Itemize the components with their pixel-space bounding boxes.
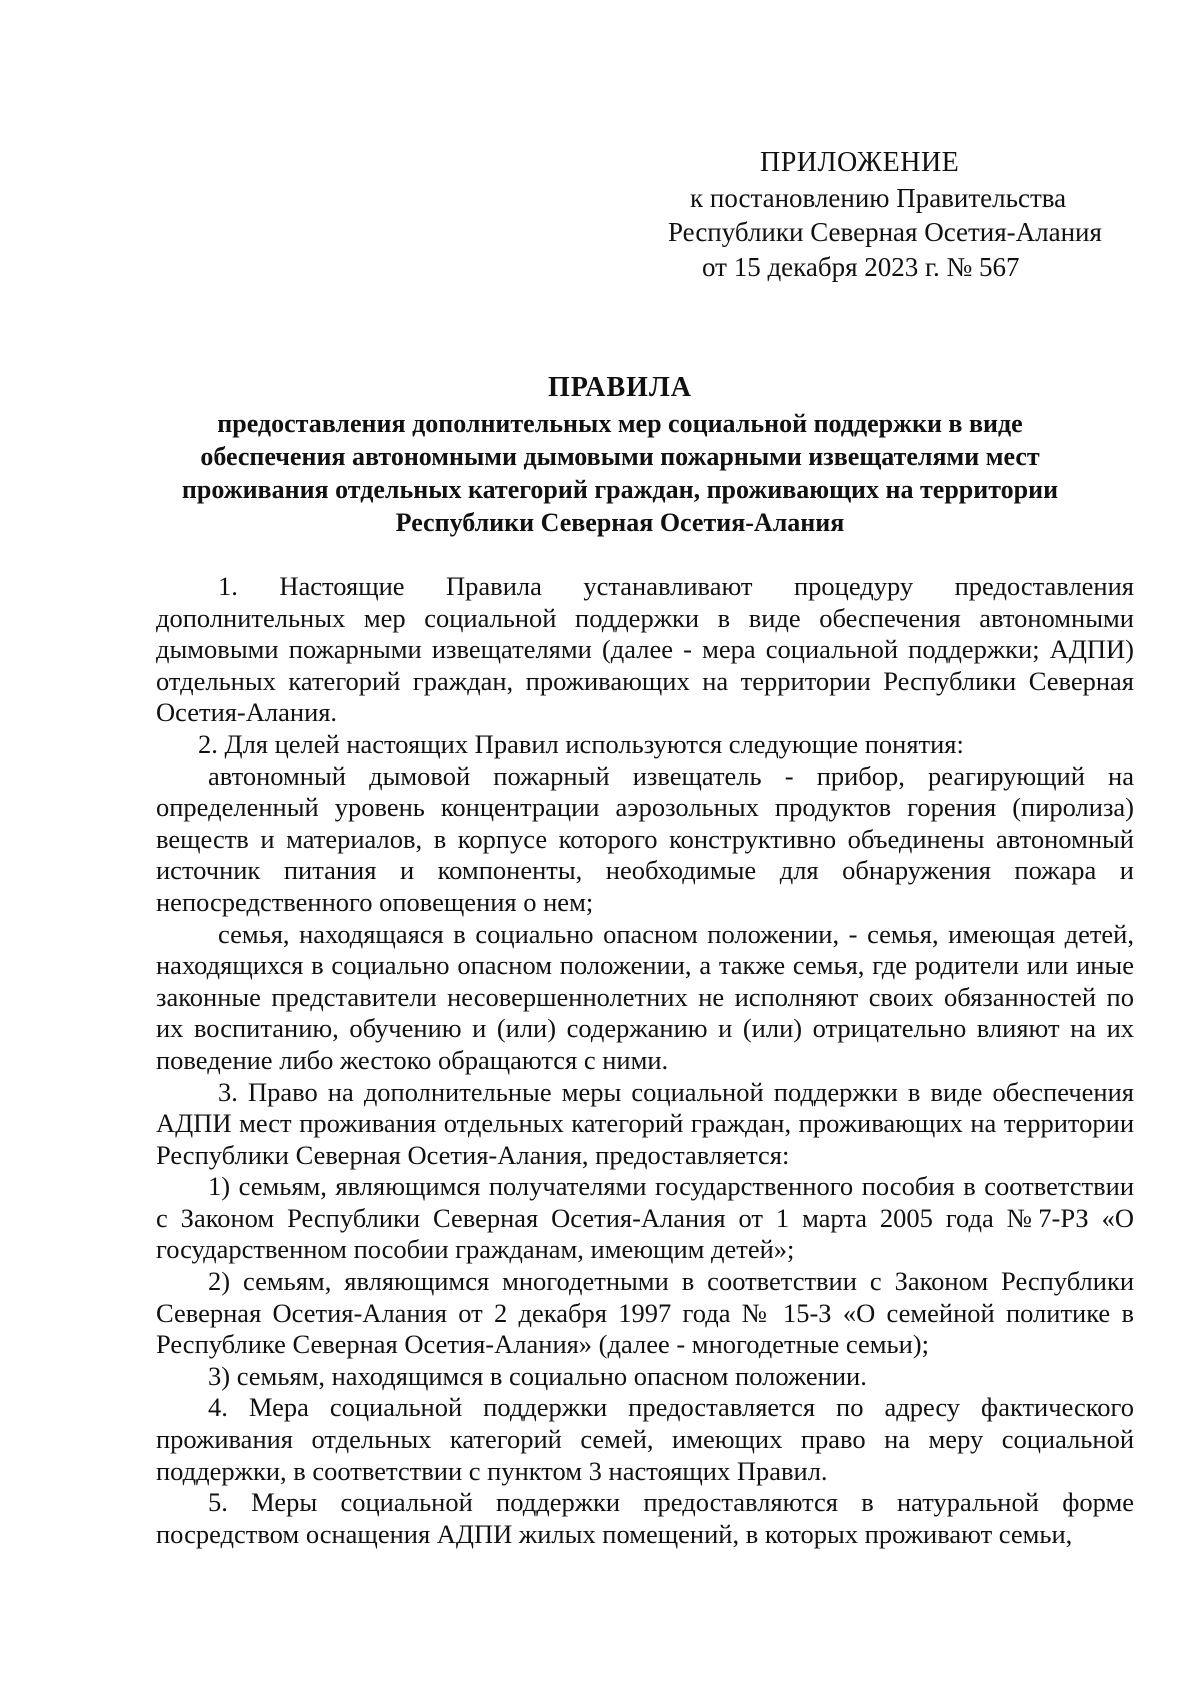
paragraph-2: 2. Для целей настоящих Правил используются следующие понятия: [198, 728, 964, 759]
appendix-line-2: Республики Северная Осетия-Алания [668, 217, 1102, 247]
definition-smoke-detector: автономный дымовой пожарный извещатель - прибор, реагирующий на определенный уровень концентрации аэрозольных продуктов горения (пиролиза) веществ и материалов, в корпусе которого конструктивно объединены автономный источник питания и компоненты, необходимые для обнаружения пожара и непосредственного оповещения о нем; [156, 760, 1134, 917]
appendix-title: ПРИЛОЖЕНИЕ [760, 147, 960, 178]
subtitle-line: проживания отдельных категорий граждан, проживающих на территории [181, 475, 1059, 504]
paragraph-5: 5. Меры социальной поддержки предоставляются в натуральной форме посредством оснащения АДПИ жилых помещений, в которых проживают семьи, [156, 1487, 1134, 1549]
subtitle-line: Республики Северная Осетия-Алания [395, 508, 845, 537]
appendix-line-1: к постановлению Правительства [690, 182, 1067, 213]
list-item-2: 2) семьям, являющимся многодетными в соответствии с Законом Республики Северная Осетия-Алания от 2 декабря 1997 года № 15-З «О семейной политике в Республике Северная Осетия-Алания» (далее - многодетные семьи); [156, 1266, 1134, 1360]
paragraph-1: 1. Настоящие Правила устанавливают процедуру предоставления дополнительных мер социальной поддержки в виде обеспечения автономными дымовыми пожарными извещателями (далее - мера социальной поддержки; АДПИ) отдельных категорий граждан, проживающих на территории Республики Северная Осетия-Алания. [156, 571, 1134, 728]
paragraph-3: 3. Право на дополнительные меры социальной поддержки в виде обеспечения АДПИ мест проживания отдельных категорий граждан, проживающих на территории Республики Северная Осетия-Алания, предоставляется: [156, 1076, 1134, 1170]
appendix-line-3: от 15 декабря 2023 г. № 567 [702, 251, 1020, 282]
document-title: ПРАВИЛА [547, 372, 693, 403]
paragraph-4: 4. Мера социальной поддержки предоставляется по адресу фактического проживания отдельных категорий семей, имеющих право на меру социальной поддержки, в соответствии с пунктом 3 настоящих Правил. [156, 1392, 1134, 1486]
document-body [156, 571, 1134, 1550]
document-subtitle [140, 407, 1100, 539]
subtitle-line: предоставления дополнительных мер социальной поддержки в виде [217, 409, 1023, 438]
list-item-1: 1) семьям, являющимся получателями государственного пособия в соответствии с Законом Республики Северная Осетия-Алания от 1 марта 2005 года №7-РЗ «О государственном пособии гражданам, имеющим детей»; [156, 1171, 1134, 1265]
appendix-header [640, 146, 1120, 284]
definition-family-in-danger: семья, находящаяся в социально опасном положении, - семья, имеющая детей, находящихся в социально опасном положении, а также семья, где родители или иные законные представители несовершеннолетних не исполняют своих обязанностей по их воспитанию, обучению и (или) содержанию и (или) отрицательно влияют на их поведение либо жестоко обращаются с ними. [156, 918, 1134, 1075]
list-item-3: 3) семьям, находящимся в социально опасном положении. [208, 1360, 867, 1391]
subtitle-line: обеспечения автономными дымовыми пожарными извещателями мест [200, 442, 1040, 471]
